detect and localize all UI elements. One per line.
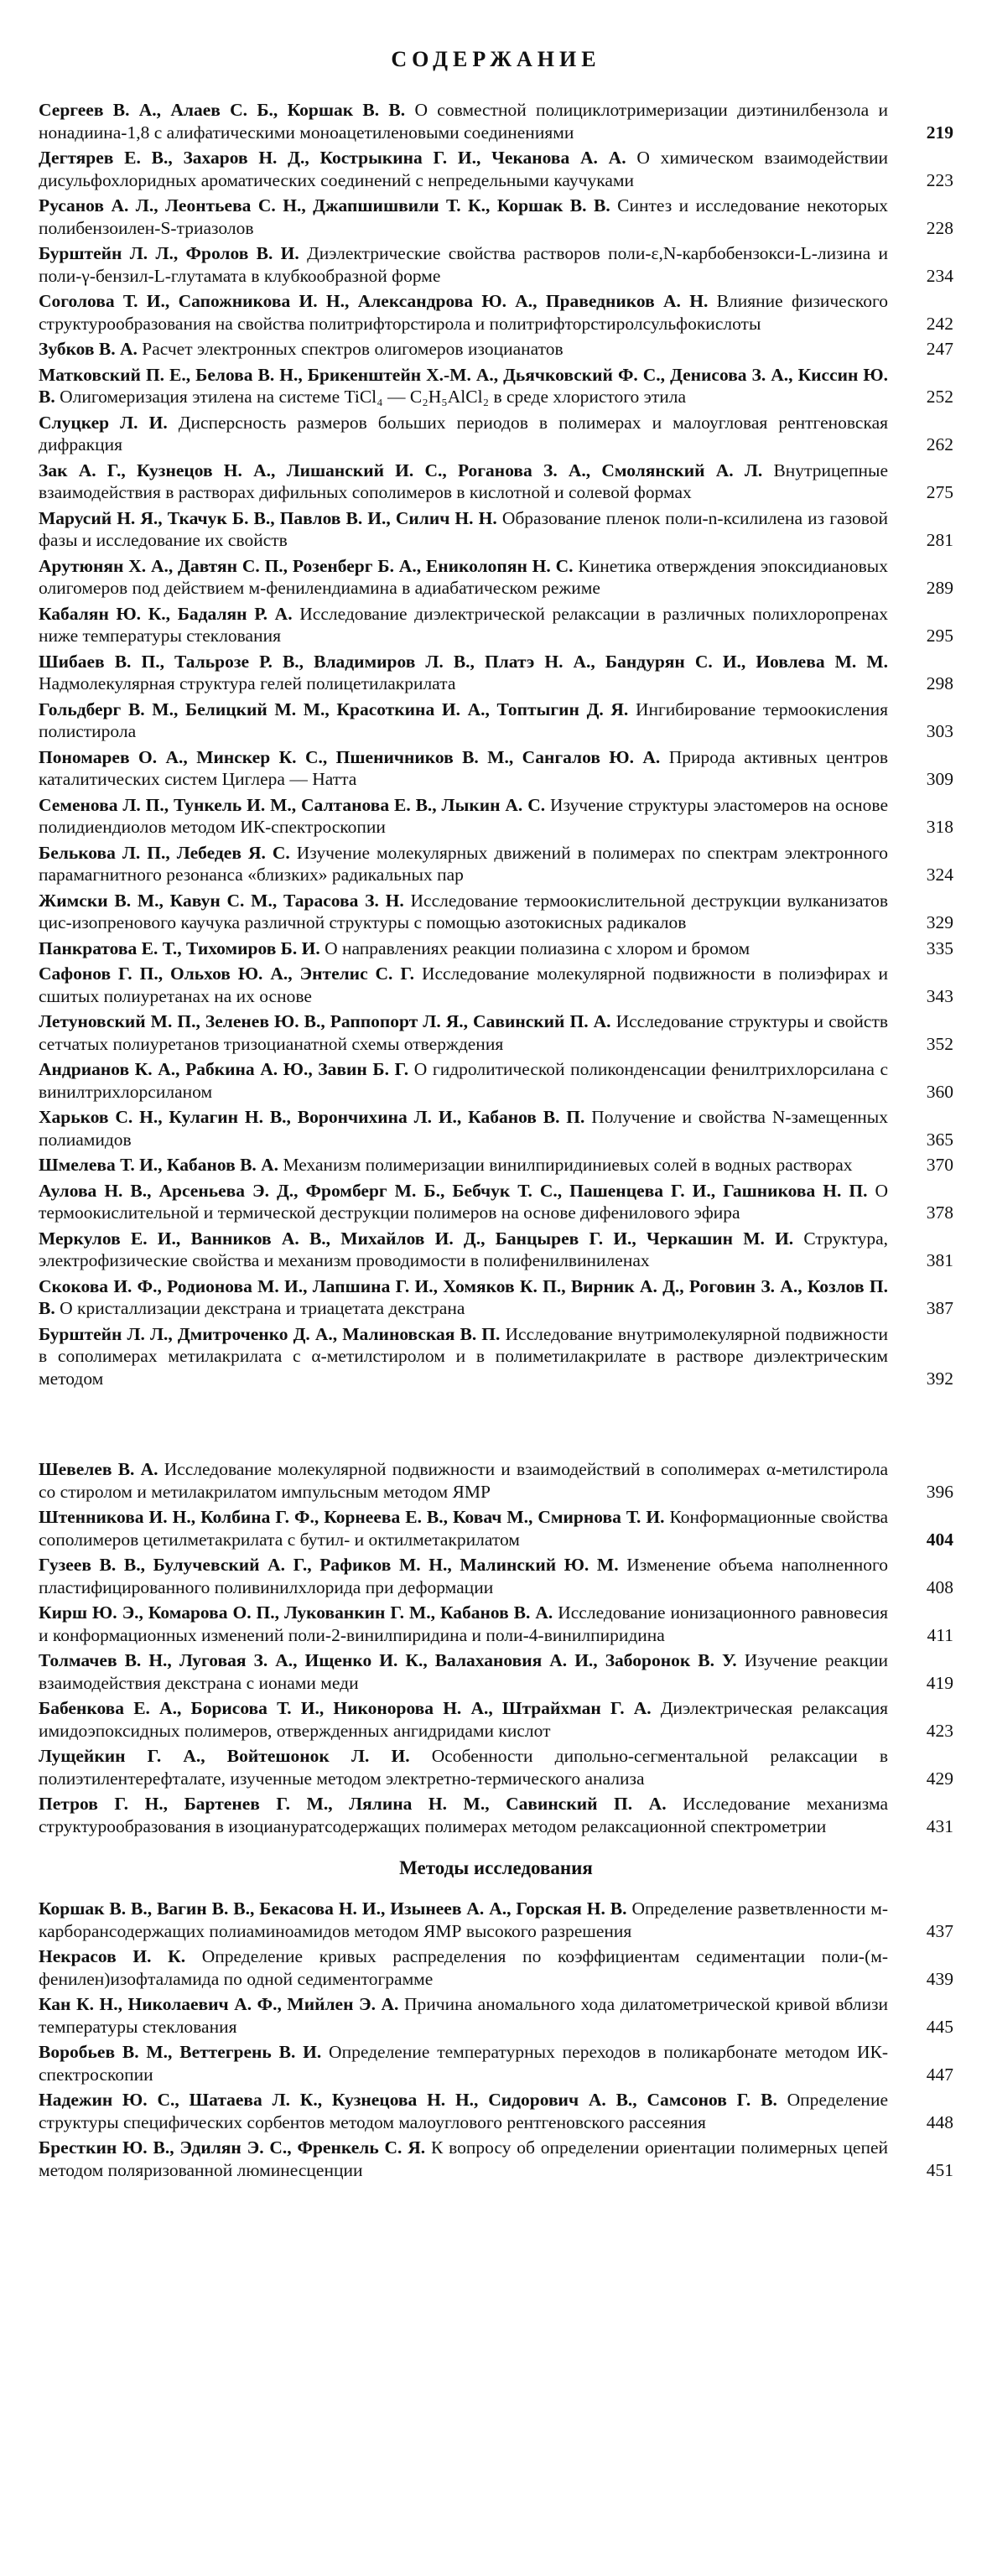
entry-authors: Русанов А. Л., Леонтьева С. Н., Джапшишвили Т. К., Коршак В. В. <box>39 195 610 216</box>
entry-page-number: 289 <box>926 578 953 598</box>
entry-page-number: 223 <box>926 169 953 190</box>
entry-title: К вопросу об определении ориентации полимерных цепей методом поляризованной люминесценции <box>39 2137 889 2180</box>
toc-entry <box>39 1945 953 1990</box>
entry-title: О направлениях реакции полиазина с хлором и бромом <box>325 937 750 958</box>
toc-entry <box>39 412 953 456</box>
entry-title: О термоокислительной и термической деструкции полимеров на основе дифенилового эфира <box>39 1180 889 1223</box>
entry-title: Изучение реакции взаимодействия декстрана с ионами меди <box>39 1650 888 1693</box>
entry-page-number: 378 <box>926 1202 953 1223</box>
entry-title: Исследование термоокислительной деструкции вулканизатов цис-изопренового каучука различной структуры с помощью азотокисных радикалов <box>39 890 889 932</box>
page-title: СОДЕРЖАНИЕ <box>391 47 601 71</box>
entry-page-number: 343 <box>926 985 953 1006</box>
entry-page-number: 431 <box>926 1815 953 1836</box>
toc-entry <box>39 99 953 143</box>
toc-entry <box>39 1228 953 1272</box>
entry-authors: Кабалян Ю. К., Бадалян Р. А. <box>39 603 293 624</box>
entry-authors: Гузеев В. В., Булучевский А. Г., Рафиков М. Н., Малинский Ю. М. <box>39 1555 619 1575</box>
entry-page-number: 411 <box>927 1624 953 1645</box>
entry-page-number: 228 <box>926 217 953 238</box>
toc-entry <box>39 195 953 239</box>
entry-page-number: 242 <box>926 313 953 334</box>
toc-entry <box>39 555 953 600</box>
entry-title: Структура, электрофизические свойства и механизм проводимости в полифенилвиниленах <box>39 1228 888 1270</box>
entry-authors: Гольдберг В. М., Белицкий М. М., Красоткина И. А., Топтыгин Д. Я. <box>39 699 629 719</box>
entry-page-number: 404 <box>926 1529 953 1550</box>
entry-authors: Семенова Л. П., Тункель И. М., Салтанова Е. В., Лыкин А. С. <box>39 794 546 815</box>
entry-title: Механизм полимеризации винилпиридиниевых солей в водных растворах <box>283 1155 853 1175</box>
entry-title: О кристаллизации декстрана и триацетата декстрана <box>60 1298 465 1318</box>
entry-authors: Летуновский М. П., Зеленев Ю. В., Раппопорт Л. Я., Савинский П. А. <box>39 1011 611 1031</box>
entry-title: Изучение молекулярных движений в полимерах по спектрам электронного парамагнитного резонанса «близких» радикальных пар <box>39 842 888 885</box>
entry-title: Олигомеризация этилена на системе TiCl₄ — C₂H₅AlCl₂ в среде хлористого этила <box>60 387 687 407</box>
toc-entry <box>39 937 953 960</box>
toc-entry <box>39 1275 953 1320</box>
entry-page-number: 429 <box>926 1768 953 1789</box>
entry-title: Влияние физического структурообразования на свойства политрифторстирола и политрифторстиролсульфокислоты <box>39 291 889 334</box>
entry-authors: Соголова Т. И., Сапожникова И. Н., Александрова Ю. А., Праведников А. Н. <box>39 291 709 311</box>
entry-page-number: 298 <box>926 673 953 693</box>
toc-entry <box>39 1323 953 1390</box>
toc-entry <box>39 1993 953 2038</box>
entry-page-number: 262 <box>926 434 953 454</box>
toc-entry <box>39 1793 953 1837</box>
entry-title: Ингибирование термоокисления полистирола <box>39 699 888 741</box>
entry-title: О гидролитической поликонденсации фенилтрихлорсилана с винилтрихлорсиланом <box>39 1059 888 1102</box>
toc-entry <box>39 2137 953 2181</box>
entry-title: Получение и свойства N-замещенных полиамидов <box>39 1107 888 1150</box>
toc-entry <box>39 1649 953 1694</box>
entry-page-number: 335 <box>926 937 953 958</box>
toc-entry <box>39 1010 953 1055</box>
toc-entry <box>39 1106 953 1150</box>
entry-title: О химическом взаимодействии дисульфохлоридных ароматических соединений с непредельными каучуками <box>39 148 889 190</box>
entry-page-number: 234 <box>926 265 953 286</box>
toc-entry <box>39 1554 953 1598</box>
toc-entry <box>39 794 953 839</box>
entry-page-number: 447 <box>926 2064 953 2085</box>
entry-page-number: 247 <box>926 339 953 359</box>
entry-page-number: 275 <box>926 482 953 502</box>
toc-list-main <box>39 99 953 1389</box>
entry-authors: Шевелев В. А. <box>39 1459 158 1479</box>
entry-authors: Аулова Н. В., Арсеньева Э. Д., Фромберг М. Б., Бебчук Т. С., Пашенцева Г. И., Гашникова Н. П. <box>39 1180 868 1201</box>
entry-authors: Бресткин Ю. В., Эдилян Э. С., Френкель С. Я. <box>39 2137 426 2158</box>
entry-authors: Кан К. Н., Николаевич А. Ф., Мийлен Э. А. <box>39 1994 399 2014</box>
section-gap <box>39 1393 953 1458</box>
entry-page-number: 451 <box>926 2159 953 2180</box>
entry-authors: Кирш Ю. Э., Комарова О. П., Лукованкин Г. М., Кабанов В. А. <box>39 1602 553 1623</box>
entry-page-number: 309 <box>926 769 953 789</box>
entry-title: Расчет электронных спектров олигомеров изоцианатов <box>142 339 564 359</box>
entry-page-number: 281 <box>926 530 953 550</box>
entry-title: Исследование ионизационного равновесия и конформационных изменений поли-2-винилпиридина и поли-4-винилпиридина <box>39 1602 889 1645</box>
toc-entry <box>39 1506 953 1550</box>
entry-authors: Штенникова И. Н., Колбина Г. Ф., Корнеева Е. В., Ковач М., Смирнова Т. И. <box>39 1507 665 1527</box>
toc-entry <box>39 890 953 934</box>
entry-page-number: 329 <box>926 912 953 932</box>
entry-title: Определение кривых распределения по коэффициентам седиментации поли-(м-фенилен)изофталамида по одной седиментограмме <box>39 1946 888 1989</box>
section-heading-methods: Методы исследования <box>399 1857 593 1878</box>
entry-authors: Андрианов К. А., Рабкина А. Ю., Завин Б. Г. <box>39 1059 409 1079</box>
entry-title: О совместной полициклотримеризации диэтинилбензола и нонадиина-1,8 с алифатическими моноацетиленовыми соединениями <box>39 100 889 143</box>
entry-page-number: 303 <box>926 721 953 741</box>
toc-entry <box>39 364 953 408</box>
entry-title: Природа активных центров каталитических систем Циглера — Натта <box>39 746 888 789</box>
entry-title: Причина аномального хода дилатометрической кривой вблизи температуры стеклования <box>39 1994 888 2037</box>
entry-page-number: 352 <box>926 1033 953 1054</box>
entry-page-number: 360 <box>926 1081 953 1102</box>
entry-page-number: 392 <box>926 1368 953 1389</box>
toc-entry <box>39 1898 953 1942</box>
entry-authors: Коршак В. В., Вагин В. В., Бекасова Н. И., Изынеев А. А., Горская Н. В. <box>39 1898 627 1919</box>
entry-title: Дисперсность размеров больших периодов в полимерах и малоугловая рентгеновская дифракция <box>39 412 889 454</box>
entry-title: Исследование внутримолекулярной подвижности в сополимерах метилакрилата с α-метилстиролом и в полиметилакрилате в растворе диэлектрическим методом <box>39 1323 888 1389</box>
entry-page-number: 396 <box>926 1481 953 1502</box>
entry-authors: Шибаев В. П., Тальрозе Р. В., Владимиров Л. В., Платэ Н. А., Бандурян С. И., Иовлева М. М. <box>39 651 888 672</box>
entry-authors: Надежин Ю. С., Шатаева Л. К., Кузнецова Н. Н., Сидорович А. В., Самсонов Г. В. <box>39 2090 777 2110</box>
entry-title: Определение разветвленности м-карборансодержащих полиаминоамидов методом ЯМР высокого разрешения <box>39 1898 889 1941</box>
toc-entry <box>39 963 953 1007</box>
entry-title: Исследование молекулярной подвижности в полиэфирах и сшитых полиуретанах на их основе <box>39 963 889 1006</box>
entry-page-number: 408 <box>926 1576 953 1597</box>
entry-title: Исследование диэлектрической релаксации в различных полихлоропренах ниже температуры стеклования <box>39 603 888 646</box>
entry-authors: Скокова И. Ф., Родионова М. И., Лапшина Г. И., Хомяков К. П., Вирник А. Д., Роговин З. А., Козлов П. В. <box>39 1275 888 1318</box>
toc-list-methods <box>39 1898 953 2181</box>
entry-authors: Шмелева Т. И., Кабанов В. А. <box>39 1155 279 1175</box>
toc-entry <box>39 507 953 552</box>
toc-entry <box>39 2041 953 2085</box>
entry-title: Кинетика отверждения эпоксидиановых олигомеров под действием м-фенилендиамина в адиабатическом режиме <box>39 555 888 598</box>
entry-title: Конформационные свойства сополимеров цетилметакрилата с бутил- и октилметакрилатом <box>39 1507 888 1550</box>
entry-authors: Зубков В. А. <box>39 339 138 359</box>
entry-page-number: 295 <box>926 626 953 646</box>
toc-entry <box>39 290 953 335</box>
entry-authors: Зак А. Г., Кузнецов Н. А., Лишанский И. С., Роганова З. А., Смолянский А. Л. <box>39 460 763 480</box>
entry-page-number: 445 <box>926 2016 953 2037</box>
toc-entry <box>39 147 953 191</box>
toc-entry <box>39 1180 953 1224</box>
toc-entry <box>39 603 953 647</box>
toc-entry <box>39 242 953 287</box>
entry-page-number: 370 <box>926 1155 953 1175</box>
entry-authors: Сафонов Г. П., Ольхов Ю. А., Энтелис С. Г. <box>39 963 414 984</box>
toc-entry <box>39 1058 953 1103</box>
entry-title: Диэлектрические свойства растворов поли-ε,N-карбобензокси-L-лизина и поли-γ-бензил-L-глутамата в клубкообразной форме <box>39 243 889 286</box>
entry-title: Образование пленок поли-n-ксилилена из газовой фазы и исследование их свойств <box>39 507 889 550</box>
entry-title: Изменение объема наполненного пластифицированного поливинилхлорида при деформации <box>39 1555 889 1597</box>
entry-title: Синтез и исследование некоторых полибензоилен-S-триазолов <box>39 195 889 238</box>
toc-entry <box>39 2089 953 2133</box>
entry-title: Внутрицепные взаимодействия в растворах дифильных сополимеров в кислотной и солевой формах <box>39 460 888 502</box>
entry-page-number: 387 <box>926 1298 953 1318</box>
entry-authors: Бабенкова Е. А., Борисова Т. И., Никонорова Н. А., Штрайхман Г. А. <box>39 1698 652 1718</box>
entry-authors: Белькова Л. П., Лебедев Я. С. <box>39 842 290 863</box>
entry-authors: Пономарев О. А., Минскер К. С., Пшеничников В. М., Сангалов Ю. А. <box>39 746 661 767</box>
entry-page-number: 437 <box>926 1920 953 1941</box>
entry-authors: Жимски В. М., Кавун С. М., Тарасова З. Н. <box>39 890 404 911</box>
entry-authors: Панкратова Е. Т., Тихомиров Б. И. <box>39 937 320 958</box>
entry-authors: Бурштейн Л. Л., Дмитроченко Д. А., Малиновская В. П. <box>39 1323 501 1344</box>
entry-page-number: 448 <box>926 2111 953 2132</box>
toc-entry <box>39 1697 953 1742</box>
toc-entry <box>39 1745 953 1789</box>
entry-authors: Бурштейн Л. Л., Фролов В. И. <box>39 243 299 263</box>
toc-entry <box>39 1458 953 1503</box>
entry-page-number: 381 <box>926 1250 953 1270</box>
entry-page-number: 439 <box>926 1968 953 1989</box>
toc-entry <box>39 699 953 743</box>
toc-entry <box>39 338 953 361</box>
entry-title: Исследование структуры и свойств сетчатых полиуретанов тризоцианатной схемы отверждения <box>39 1011 889 1054</box>
entry-title: Надмолекулярная структура гелей полицетилакрилата <box>39 673 456 693</box>
entry-authors: Некрасов И. К. <box>39 1946 186 1966</box>
entry-authors: Марусий Н. Я., Ткачук Б. В., Павлов В. И., Силич Н. Н. <box>39 507 497 528</box>
toc-entry <box>39 746 953 791</box>
toc-entry <box>39 1154 953 1176</box>
entry-page-number: 324 <box>926 865 953 885</box>
entry-title: Изучение структуры эластомеров на основе полидиендиолов методом ИК-спектроскопии <box>39 794 888 837</box>
toc-entry <box>39 460 953 504</box>
entry-authors: Лущейкин Г. А., Войтешонок Л. И. <box>39 1746 410 1766</box>
entry-authors: Воробьев В. М., Веттегрень В. И. <box>39 2042 322 2062</box>
entry-authors: Харьков С. Н., Кулагин Н. В., Ворончихина Л. И., Кабанов В. П. <box>39 1107 585 1127</box>
toc-entry <box>39 842 953 886</box>
entry-authors: Дегтярев Е. В., Захаров Н. Д., Кострыкина Г. И., Чеканова А. А. <box>39 148 626 168</box>
entry-authors: Толмачев В. Н., Луговая З. А., Ищенко И. К., Валахановия А. И., Заборонок В. У. <box>39 1650 737 1670</box>
entry-title: Исследование молекулярной подвижности и взаимодействий в сополимерах α-метилстирола со стиролом и метилакрилатом импульсным методом ЯМР <box>39 1459 888 1502</box>
entry-page-number: 419 <box>926 1672 953 1693</box>
entry-page-number: 423 <box>926 1720 953 1741</box>
entry-authors: Петров Г. Н., Бартенев Г. М., Лялина Н. М., Савинский П. А. <box>39 1794 667 1814</box>
entry-page-number: 252 <box>926 387 953 407</box>
toc-list-continued <box>39 1458 953 1837</box>
entry-authors: Сергеев В. А., Алаев С. Б., Коршак В. В. <box>39 100 406 120</box>
entry-title: Определение температурных переходов в поликарбонате методом ИК-спектроскопии <box>39 2042 889 2085</box>
entry-authors: Слуцкер Л. И. <box>39 412 168 433</box>
entry-page-number: 219 <box>926 122 953 143</box>
entry-title: Исследование механизма структурообразования в изоциануратсодержащих полимерах методом релаксационной спектрометрии <box>39 1794 888 1836</box>
entry-page-number: 365 <box>926 1129 953 1150</box>
entry-title: Диэлектрическая релаксация имидоэпоксидных полимеров, отвержденных ангидридами кислот <box>39 1698 889 1741</box>
toc-entry <box>39 651 953 695</box>
entry-title: Особенности дипольно-сегментальной релаксации в полиэтилентерефталате, изученные методом электретно-термического анализа <box>39 1746 888 1789</box>
entry-authors: Арутюнян Х. А., Давтян С. П., Розенберг Б. А., Ениколопян Н. С. <box>39 555 574 576</box>
entry-authors: Меркулов Е. И., Ванников А. В., Михайлов И. Д., Банцырев Г. И., Черкашин М. И. <box>39 1228 794 1249</box>
entry-title: Определение структуры специфических сорбентов методом малоуглового рентгеновского рассеяния <box>39 2090 888 2132</box>
entry-authors: Матковский П. Е., Белова В. Н., Брикенштейн Х.-М. А., Дьячковский Ф. С., Денисова З. А., Киссин Ю. В. <box>39 364 888 407</box>
toc-entry <box>39 1602 953 1646</box>
entry-page-number: 318 <box>926 817 953 837</box>
